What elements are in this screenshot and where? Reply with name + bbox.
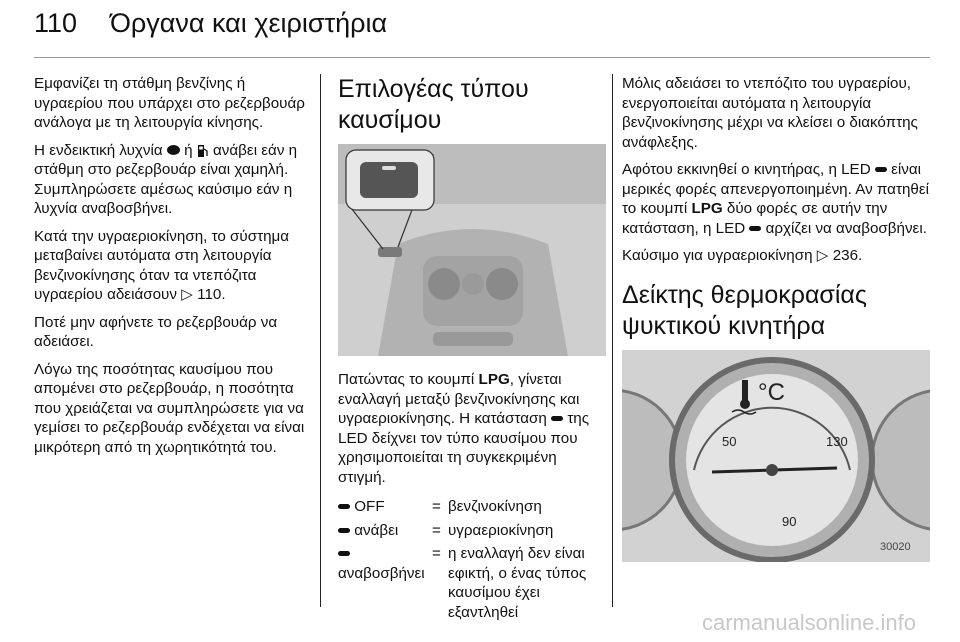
text: ή — [184, 141, 193, 159]
led-icon — [749, 226, 761, 231]
watermark: carmanualsonline.info — [701, 610, 916, 635]
paragraph: Ποτέ μην αφήνετε το ρεζερβουάρ να αδειάσει. — [34, 313, 278, 350]
heading-line: Επιλογέας τύπου — [338, 75, 529, 103]
text: Πατώντας το κουμπί — [338, 371, 475, 388]
gauge-label-high: 130 — [826, 433, 848, 449]
paragraph — [622, 160, 930, 238]
text: αρχίζει να αναβοσβήνει. — [765, 219, 927, 237]
heading-line: ψυκτικού κινητήρα — [622, 311, 826, 340]
header-rule — [34, 57, 930, 58]
paragraph: Εμφανίζει τη στάθμη βενζίνης ή υγραερίου που υπάρχει στο ρεζερβουάρ ανάλογα με τη λειτουργία κίνησης. — [34, 75, 305, 131]
section-heading — [338, 74, 606, 136]
text: Καύσιμο για υγραεριοκίνηση — [622, 247, 813, 264]
gauge-label-low: 50 — [722, 433, 737, 449]
text: , γίνεται εναλλαγή μεταξύ βενζινοκίνησης και υγραεριοκίνησης. Η κατάσταση — [338, 371, 580, 427]
page-title: Όργανα και χειριστήρια — [110, 8, 388, 38]
led-icon — [551, 416, 563, 421]
led-icon — [875, 167, 887, 172]
coolant-gauge-photo — [622, 350, 930, 562]
text: Κατά την υγραεριοκίνηση, το σύστημα μεταβαίνει αυτόματα στη λειτουργία βενζινοκίνησης όταν τα ντεπόζιτα υγραερίου αδειάσουν — [34, 227, 290, 303]
paragraph — [338, 370, 606, 487]
led-icon — [338, 504, 350, 509]
legend-value: η εναλλαγή δεν είναι εφικτή, ο ένας τύπος καυσίμου έχει εξαντληθεί — [448, 545, 587, 621]
legend-equals: = — [432, 498, 441, 515]
page-ref[interactable]: 236. — [832, 247, 863, 264]
column-2 — [338, 74, 606, 626]
legend-row — [338, 544, 606, 626]
text: Η ενδεικτική λυχνία — [34, 141, 163, 159]
led-legend — [338, 497, 606, 626]
legend-equals: = — [432, 545, 441, 562]
section-heading — [622, 280, 930, 342]
page-number: 110 — [34, 8, 78, 38]
gauge-unit: °C — [758, 378, 785, 406]
column-1 — [34, 74, 310, 465]
legend-row — [338, 521, 606, 545]
legend-key: OFF — [354, 498, 385, 515]
heading-line: Δείκτης θερμοκρασίας — [622, 280, 867, 309]
fuel-pump-icon — [197, 143, 209, 158]
page-ref-arrow-icon: ▷ — [816, 247, 829, 264]
legend-value: υγραεριοκίνηση — [448, 521, 554, 539]
page-ref[interactable]: 110. — [197, 286, 226, 303]
legend-key: ανάβει — [354, 521, 399, 539]
legend-value: βενζινοκίνηση — [448, 498, 542, 515]
lpg-button-photo — [338, 144, 606, 356]
text: δύο φορές σε αυτήν την κατάσταση, η LED — [622, 200, 888, 237]
text: είναι μερικές φορές απενεργοποιημένη. Αν πατηθεί το κουμπί — [622, 161, 929, 217]
legend-equals: = — [432, 521, 441, 539]
paragraph: Μόλις αδειάσει το ντεπόζιτο του υγραερίου, ενεργοποιείται αυτόματα η λειτουργία βενζινοκίνησης μέχρι να κλείσει ο διακόπτης ανάφλεξης. — [622, 75, 918, 151]
column-3 — [622, 74, 930, 562]
image-code: 30020 — [880, 540, 911, 553]
legend-key: αναβοσβήνει — [338, 564, 425, 582]
fuel-warning-dot-icon — [167, 145, 180, 155]
lpg-term: LPG — [691, 200, 723, 217]
column-divider — [320, 74, 321, 607]
text: ανάβει εάν η στάθμη στο ρεζερβουάρ είναι χαμηλή. Συμπληρώσετε αμέσως καύσιμο εάν η λυχνία αναβοσβήνει. — [34, 141, 298, 217]
led-icon — [338, 551, 350, 556]
lpg-term: LPG — [478, 371, 510, 388]
paragraph — [34, 141, 310, 219]
paragraph — [34, 227, 310, 305]
gauge-label-mid: 90 — [782, 513, 797, 529]
led-icon — [338, 528, 350, 533]
text: της LED δείχνει τον τύπο καυσίμου που χρησιμοποιείται τη συγκεκριμένη στιγμή. — [338, 410, 590, 486]
page-ref-arrow-icon: ▷ — [181, 286, 193, 303]
paragraph — [622, 246, 930, 266]
paragraph: Λόγω της ποσότητας καυσίμου που απομένει στο ρεζερβουάρ, η ποσότητα που χρειάζεται να συμπληρώσετε για να γεμίσει το ρεζερβουάρ ενδέχεται να είναι μικρότερη από τη χωρητικότητά του. — [34, 360, 305, 456]
legend-row — [338, 497, 606, 521]
column-divider — [612, 74, 613, 607]
text: Αφότου εκκινηθεί ο κινητήρας, η LED — [622, 161, 871, 178]
heading-line: καυσίμου — [338, 106, 442, 134]
